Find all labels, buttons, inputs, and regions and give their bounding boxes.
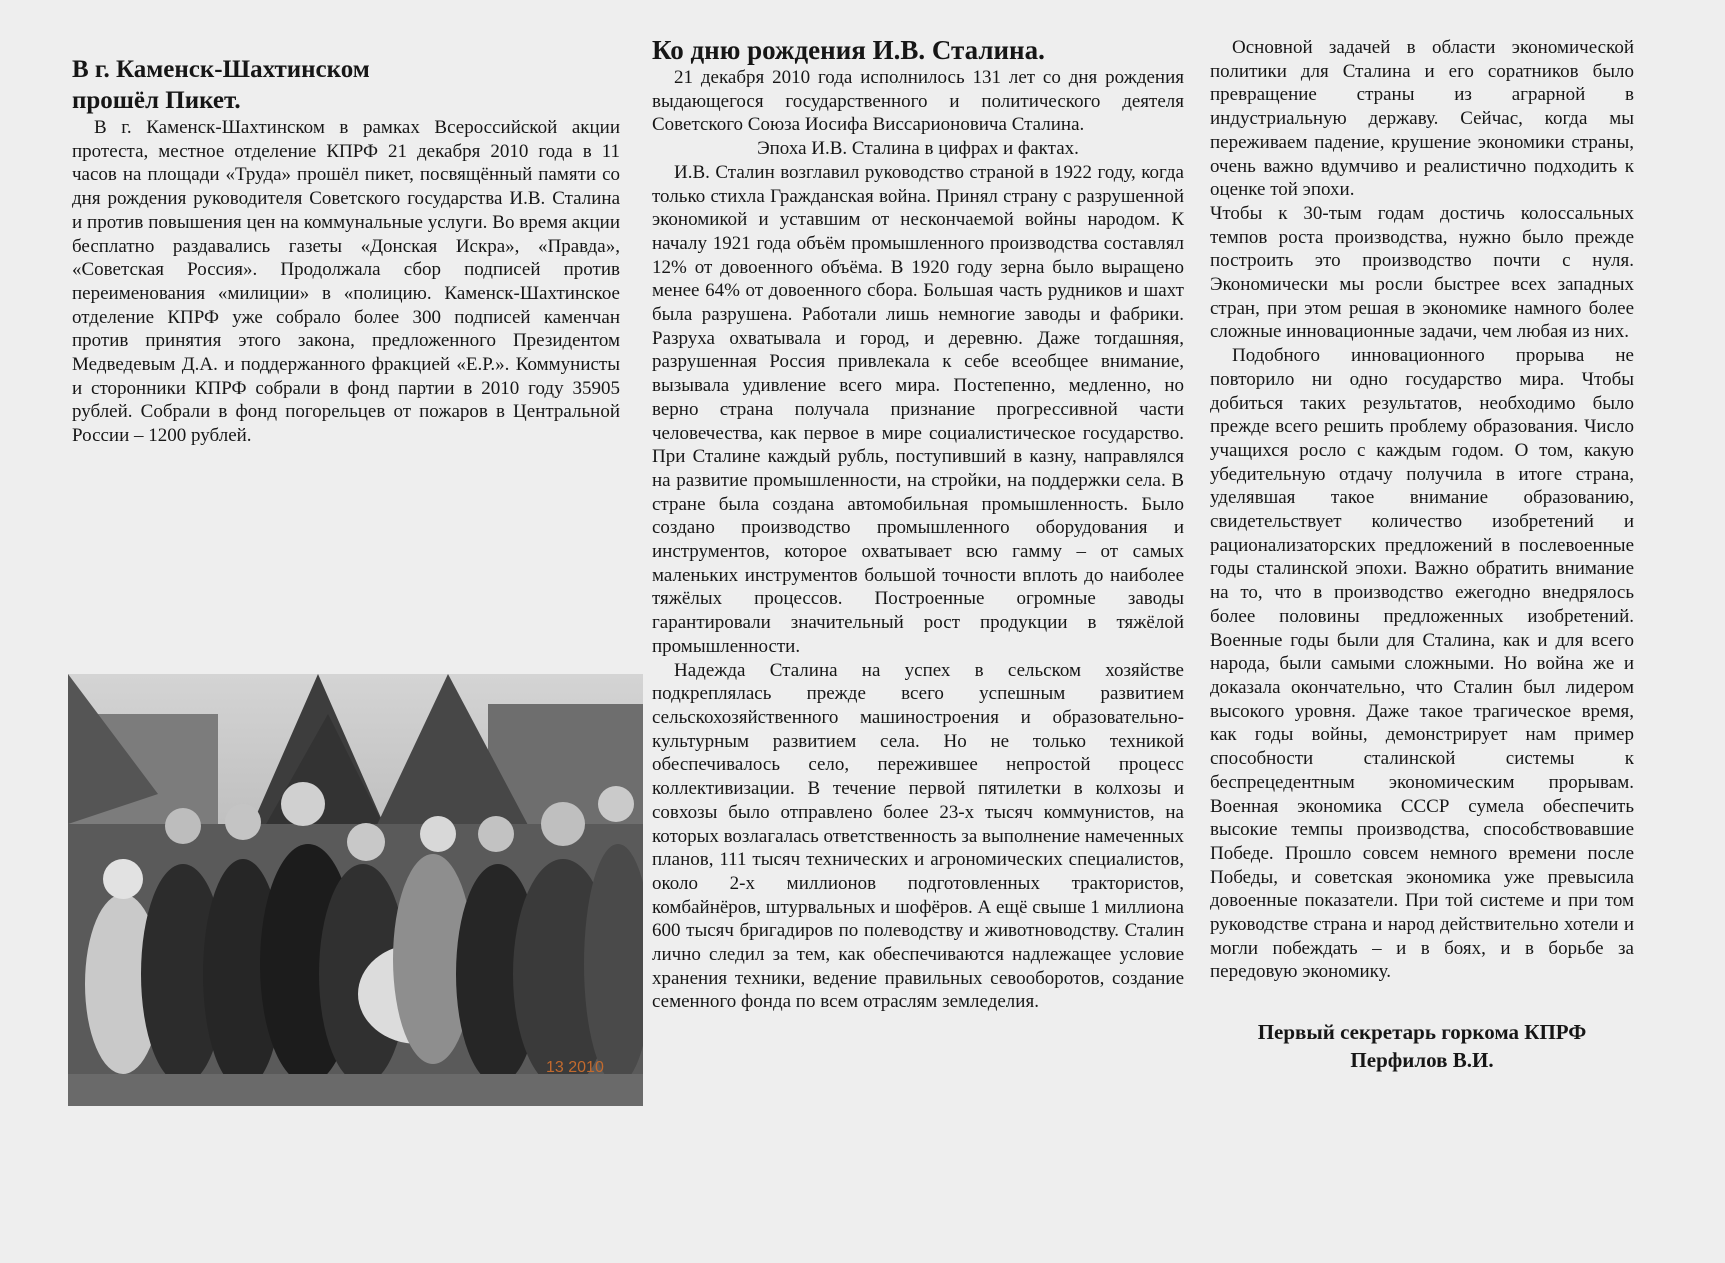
photo-illustration: [68, 674, 643, 1106]
article-paragraph: Надежда Сталина на успех в сельском хозяйстве подкреплялась прежде всего успешным развитием сельскохозяйственного машиностроения и образовательно-культурным развитием села. Но не только техникой обеспечивалось село, пережившее непростой процесс коллективизации. В течение первой пятилетки в колхозы и совхозы было отправлено более 23-х тысяч коммунистов, на которых возлагалась ответственность за выполнение намеченных планов, 111 тысяч технических и агрономических специалистов, около 2-х миллионов подготовленных трактористов, комбайнёров, штурвальных и шофёров. А ещё свыше 1 миллиона 600 тысяч бригадиров по полеводству и животноводству. Сталин лично следил за тем, как обеспечиваются надлежащее условие хранения техники, ведение правильных севооборотов, создание семенного фонда по всем отраслям земледелия.: [652, 659, 1184, 1013]
article-title-stalin: Ко дню рождения И.В. Сталина.: [652, 35, 1045, 65]
article-center-column: [652, 34, 1184, 1014]
article-subtitle: Эпоха И.В. Сталина в цифрах и фактах.: [757, 138, 1079, 160]
article-title-picket: В г. Каменск-Шахтинском прошёл Пикет.: [72, 56, 370, 114]
article-paragraph: Чтобы к 30-тым годам достичь колоссальных темпов роста производства, нужно было прежде построить это производство почти с нуля. Экономически мы росли быстрее всех западных стран, при этом решая в экономике намного более сложные инновационные задачи, чем любая из них.: [1210, 202, 1634, 343]
signature-name: Перфилов В.И.: [1350, 1048, 1494, 1073]
article-paragraph: И.В. Сталин возглавил руководство страной в 1922 году, когда только стихла Гражданская война. Принял страну с разрушенной экономикой и уставшим от нескончаемой войны народом. К началу 1921 года объём промышленного производства составлял 12% от довоенного объёма. В 1920 году зерна было выращено менее 64% от довоенного сбора. Большая часть рудников и шахт была разрушена. Работали лишь немногие заводы и фабрики. Разруха охватывала и город, и деревню. Даже тогдашняя, разрушенная Россия привлекала к себе всеобщее внимание, вызывала удивление всего мира. Постепенно, медленно, но верно страна получала признание прогрессивной части человечества, как первое в мире социалистическое государство. При Сталине каждый рубль, поступивший в казну, направлялся на развитие промышленности, на стройки, на поддержки села. В стране была создана автомобильная промышленность. Было создано производство промышленного оборудования и инструментов, которое охватывает всю гамму – от самых маленьких инструментов большой точности вплоть до наиболее тяжёлых процессов. Построенные огромные заводы гарантировали значительный рост продукции в тяжёлой промышленности.: [652, 161, 1184, 657]
article-right-column: [1210, 36, 1634, 1074]
article-paragraph: Подобного инновационного прорыва не повторило ни одно государство мира. Чтобы добиться таких результатов, необходимо было прежде всего решить проблему образования. Число учащихся росло с каждым годом. О том, какую убедительную отдачу получила в итоге страна, уделявшая такое внимание образованию, свидетельствует количество изобретений и рационализаторских предложений в послевоенные годы сталинской эпохи. Важно обратить внимание на то, что в производство ежегодно внедрялось более половины предложенных изобретений. Военные годы были для Сталина, как и для всего народа, были самыми сложными. Но война же и доказала окончательно, что Сталин был лидером высокого уровня. Даже такое трагическое время, как годы войны, демонстрирует нам пример способности сталинской системы к беспрецедентным экономическим прорывам. Военная экономика СССР сумела обеспечить высокие темпы производства, способствовавшие Победе. Прошло совсем немного времени после Победы, и советская экономика уже превысила довоенные показатели. При той системе и при том руководстве страна и народ действительно хотели и могли побеждать – и в боях, и в борьбе за передовую экономику.: [1210, 345, 1634, 983]
photo-date-stamp: 13 2010: [546, 1059, 604, 1076]
article-intro: 21 декабря 2010 года исполнилось 131 лет со дня рождения выдающегося государственного и политического деятеля Советского Союза Иосифа Виссарионовича Сталина.: [652, 67, 1184, 136]
signature-block: [1210, 1018, 1634, 1074]
article-body-picket: В г. Каменск-Шахтинском в рамках Всероссийской акции протеста, местное отделение КПРФ 21 декабря 2010 года в 11 часов на площади «Труда» прошёл пикет, посвящённый памяти со дня рождения руководителя Советского государства И.В. Сталина и против повышения цен на коммунальные услуги. Во время акции бесплатно раздавались газеты «Донская Искра», «Правда», «Советская Россия». Продолжала сбор подписей против переименования «милиции» в «полицию. Каменск-Шахтинское отделение КПРФ уже собрало более 300 подписей каменчан против принятия этого закона, предложенного Президентом Медведевым Д.А. и поддержанного фракцией «Е.Р.». Коммунисты и сторонники КПРФ собрали в фонд партии в 2010 году 35905 рублей. Собрали в фонд погорельцев от пожаров в Центральной России – 1200 рублей.: [72, 117, 620, 447]
signature-title: Первый секретарь горкома КПРФ: [1257, 1020, 1587, 1045]
event-photo: [68, 674, 643, 1106]
article-left-column: [72, 54, 620, 448]
article-paragraph: Основной задачей в области экономической политики для Сталина и его соратников было превращение страны из аграрной в индустриальную державу. Сейчас, когда мы переживаем падение, крушение экономики страны, очень важно вдумчиво и реалистично подходить к оценке той эпохи.: [1210, 37, 1634, 201]
